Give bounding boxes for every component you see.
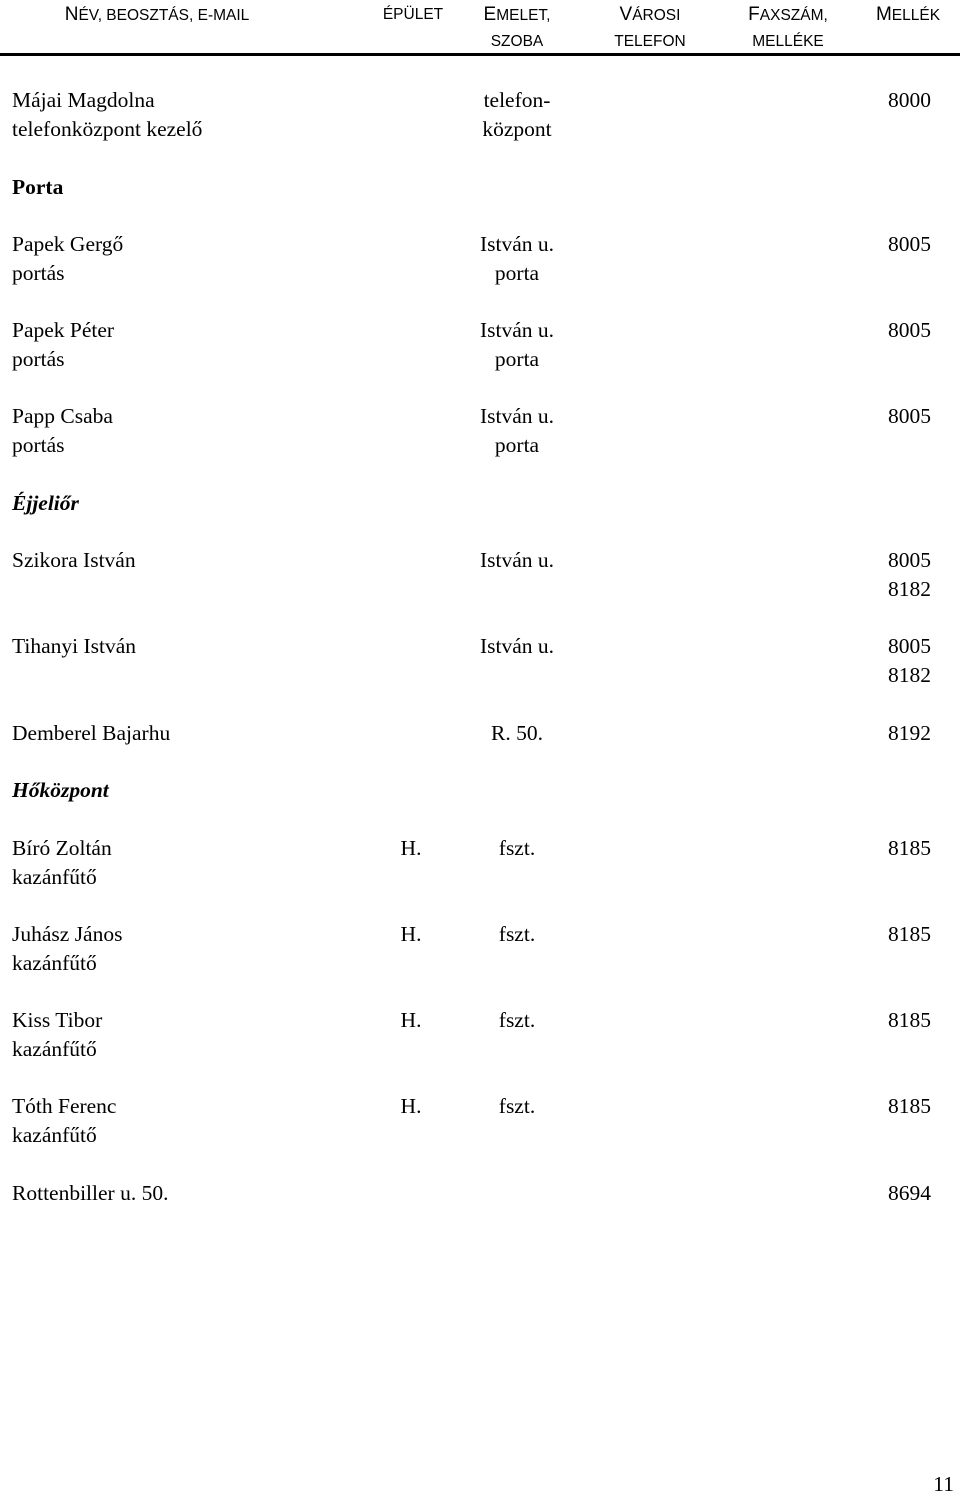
row-extension: 8005 (888, 318, 931, 342)
row-extension: 8694 (888, 1181, 931, 1205)
row-name: Bíró Zoltán (12, 836, 112, 860)
row-extension: 8005 (888, 404, 931, 428)
header-ext-initial: M (875, 4, 892, 25)
row-building: H. (400, 836, 422, 860)
header-floor-initial: E (483, 4, 497, 25)
row-floor: fszt. (498, 836, 536, 860)
header-fax-column (728, 0, 848, 30)
row-name: Tihanyi István (12, 634, 137, 658)
row-extension: 8182 (888, 577, 931, 601)
section-heading: Porta (12, 175, 64, 199)
row-role: kazánfűtő (12, 865, 97, 889)
row-extension: 8000 (888, 88, 931, 112)
row-extension: 8005 (888, 548, 931, 572)
header-floor-column (462, 0, 572, 30)
row-floor: központ (482, 117, 552, 141)
row-name: Juhász János (12, 922, 123, 946)
row-floor: R. 50. (491, 721, 543, 745)
row-extension: 8192 (888, 721, 931, 745)
row-name: Papp Csaba (12, 404, 113, 428)
header-ext-column (858, 0, 958, 30)
row-floor: porta (494, 261, 540, 285)
row-floor: fszt. (498, 922, 536, 946)
header-name-rest: ÉV, BEOSZTÁS, E-MAIL (78, 7, 250, 24)
row-extension: 8185 (888, 922, 931, 946)
row-floor: porta (494, 347, 540, 371)
row-extension: 8185 (888, 836, 931, 860)
row-name: Demberel Bajarhu (12, 721, 171, 745)
page-number: 11 (933, 1472, 954, 1496)
header-city-phone-sub: TELEFON (614, 33, 686, 50)
row-name: Papek Gergő (12, 232, 124, 256)
header-fax-sub: MELLÉKE (752, 33, 824, 50)
row-role: portás (12, 433, 65, 457)
row-building: H. (400, 1094, 422, 1118)
section-heading: Éjjeliőr (12, 491, 79, 515)
row-name: Májai Magdolna (12, 88, 155, 112)
row-extension: 8005 (888, 232, 931, 256)
header-city-phone-column (595, 0, 705, 30)
header-ext-rest: ELLÉK (891, 7, 941, 24)
row-floor: fszt. (498, 1008, 536, 1032)
row-name: Rottenbiller u. 50. (12, 1181, 169, 1205)
header-city-rest: ÁROSI (632, 7, 681, 24)
row-name: Szikora István (12, 548, 136, 572)
header-city-initial: V (619, 4, 633, 25)
row-extension: 8005 (888, 634, 931, 658)
header-name-initial: N (64, 4, 79, 25)
row-role: portás (12, 347, 65, 371)
row-extension: 8182 (888, 663, 931, 687)
row-role: portás (12, 261, 65, 285)
section-heading: Hőközpont (12, 778, 109, 802)
row-role: kazánfűtő (12, 1037, 97, 1061)
row-floor: telefon- (483, 88, 551, 112)
row-role: kazánfűtő (12, 1123, 97, 1147)
row-floor: István u. (479, 318, 555, 342)
row-name: Tóth Ferenc (12, 1094, 117, 1118)
row-building: H. (400, 1008, 422, 1032)
row-name: Papek Péter (12, 318, 115, 342)
header-divider (0, 53, 960, 56)
row-extension: 8185 (888, 1008, 931, 1032)
header-fax-initial: F (748, 4, 760, 25)
header-building-column: ÉPÜLET (382, 6, 444, 23)
row-role: kazánfűtő (12, 951, 97, 975)
header-floor-sub: SZOBA (490, 33, 544, 50)
row-floor: porta (494, 433, 540, 457)
row-extension: 8185 (888, 1094, 931, 1118)
row-building: H. (400, 922, 422, 946)
header-fax-rest: AXSZÁM, (759, 7, 828, 24)
row-floor: István u. (479, 634, 555, 658)
table-header (0, 0, 960, 56)
header-floor-rest: MELET, (496, 7, 551, 24)
row-floor: István u. (479, 548, 555, 572)
row-floor: István u. (479, 404, 555, 428)
row-role: telefonközpont kezelő (12, 117, 203, 141)
row-floor: fszt. (498, 1094, 536, 1118)
row-name: Kiss Tibor (12, 1008, 103, 1032)
header-name-column (0, 0, 314, 30)
row-floor: István u. (479, 232, 555, 256)
